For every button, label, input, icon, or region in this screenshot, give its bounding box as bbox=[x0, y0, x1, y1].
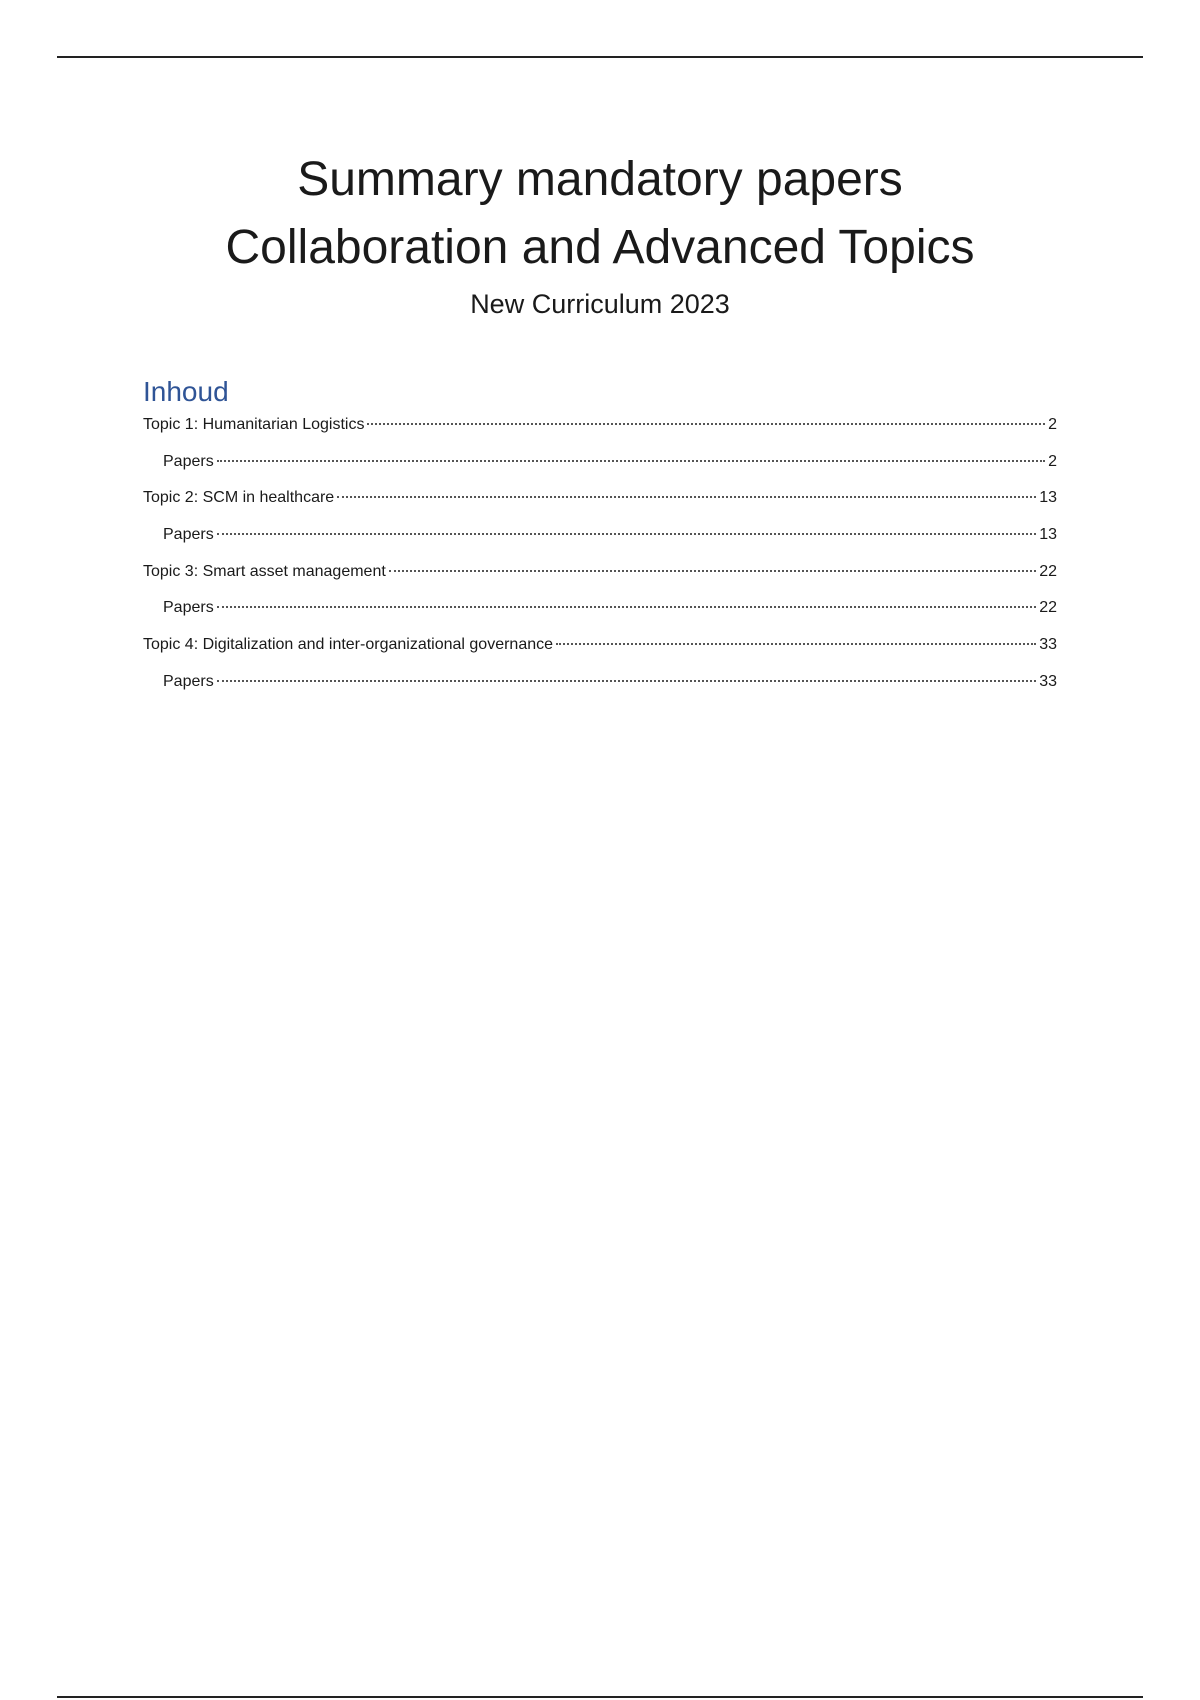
document-title-line-1: Summary mandatory papers bbox=[297, 153, 903, 206]
document-title-line-2: Collaboration and Advanced Topics bbox=[225, 221, 975, 274]
toc-entry-page: 33 bbox=[1039, 672, 1057, 690]
toc-entry-page: 22 bbox=[1039, 562, 1057, 580]
toc-entry-topic-4-papers[interactable] bbox=[143, 671, 1057, 708]
dot-leader bbox=[217, 680, 1037, 682]
table-of-contents bbox=[143, 372, 1057, 708]
toc-entry-topic-2[interactable] bbox=[143, 487, 1057, 524]
toc-entry-page: 13 bbox=[1039, 526, 1057, 544]
toc-heading: Inhoud bbox=[143, 376, 229, 407]
toc-entry-label: Topic 4: Digitalization and inter-organizational governance bbox=[143, 636, 554, 654]
dot-leader bbox=[217, 533, 1037, 535]
toc-entry-page: 2 bbox=[1048, 452, 1057, 470]
toc-entry-topic-3-papers[interactable] bbox=[143, 597, 1057, 634]
toc-entry-page: 22 bbox=[1039, 599, 1057, 617]
toc-entry-topic-4[interactable] bbox=[143, 634, 1057, 671]
toc-entry-topic-3[interactable] bbox=[143, 561, 1057, 598]
title-block bbox=[0, 146, 1200, 324]
document-subtitle: New Curriculum 2023 bbox=[470, 289, 730, 319]
toc-entry-label: Topic 2: SCM in healthcare bbox=[143, 489, 335, 507]
toc-entry-topic-1-papers[interactable] bbox=[143, 451, 1057, 488]
toc-entry-page: 13 bbox=[1039, 489, 1057, 507]
dot-leader bbox=[367, 423, 1045, 425]
dot-leader bbox=[217, 606, 1037, 608]
toc-entry-page: 33 bbox=[1039, 636, 1057, 654]
toc-entry-page: 2 bbox=[1048, 416, 1057, 433]
footer-rule bbox=[57, 1696, 1143, 1698]
toc-entry-label: Papers bbox=[163, 452, 214, 470]
toc-entry-topic-1[interactable] bbox=[143, 414, 1057, 451]
toc-entry-label: Topic 3: Smart asset management bbox=[143, 562, 386, 580]
dot-leader bbox=[217, 460, 1045, 462]
toc-entry-label: Papers bbox=[163, 526, 214, 544]
toc-entry-label: Papers bbox=[163, 672, 214, 690]
toc-entry-topic-2-papers[interactable] bbox=[143, 524, 1057, 561]
header-rule bbox=[57, 56, 1143, 58]
toc-entry-label: Topic 1: Humanitarian Logistics bbox=[143, 416, 365, 433]
dot-leader bbox=[389, 570, 1036, 572]
dot-leader bbox=[556, 643, 1036, 645]
toc-entry-label: Papers bbox=[163, 599, 214, 617]
dot-leader bbox=[337, 496, 1036, 498]
